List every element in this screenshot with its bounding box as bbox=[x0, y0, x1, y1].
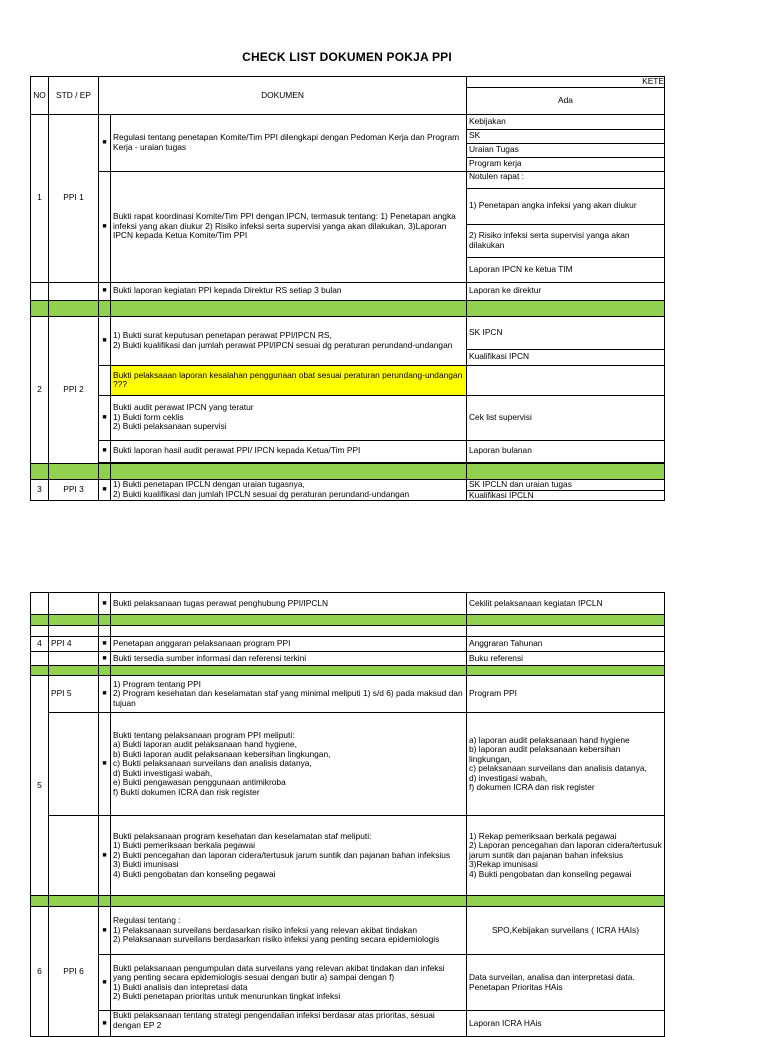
bullet-icon: ■ bbox=[99, 637, 111, 652]
bullet-icon: ■ bbox=[99, 593, 111, 615]
dokumen-cell: Regulasi tentang penetapan Komite/Tim PPI dilengkapi dengan Pedoman Kerja dan Program Kerja - uraian tugas bbox=[111, 114, 467, 171]
row-no: 6 bbox=[31, 907, 49, 1037]
keterangan-cell: SK IPCLN dan uraian tugas bbox=[467, 479, 665, 490]
dokumen-cell: Bukti laporan hasil audit perawat PPI/ IPCN kepada Ketua/Tim PPI bbox=[111, 440, 467, 462]
dokumen-cell: Bukti pelaksanaan tentang strategi pengendalian infeksi berdasar atas prioritas, sesuai dengan EP 2 bbox=[111, 1011, 467, 1037]
checklist-table-page-2 bbox=[30, 592, 665, 1037]
bullet-icon: ■ bbox=[99, 395, 111, 440]
dokumen-cell: Bukti audit perawat IPCN yang teratur 1) Bukti form ceklis 2) Bukti pelaksanaan supervisi bbox=[111, 395, 467, 440]
dokumen-cell: Bukti pelaksanaan pengumpulan data surveilans yang relevan akibat tindakan dan infeksi yang penting secara epidemiologis sesuai dengan butir a) sampai dengan f) 1) Bukti analisis dan intepretasi data 2) Bukti penetapan prioritas untuk menurunkan tingkat infeksi bbox=[111, 955, 467, 1011]
checklist-table-page-1 bbox=[30, 76, 665, 501]
col-header-std: STD / EP bbox=[49, 77, 99, 115]
dokumen-cell-highlighted: Bukti pelaksaaan laporan kesalahan penggunaan obat sesuai peraturan perundang-undangan ??? bbox=[111, 365, 467, 395]
row-no: 3 bbox=[31, 479, 49, 501]
keterangan-cell: SPO,Kebijakan surveilans ( ICRA HAIs) bbox=[467, 907, 665, 955]
page-title: CHECK LIST DOKUMEN POKJA PPI bbox=[242, 50, 452, 64]
keterangan-cell: SK IPCN bbox=[467, 316, 665, 349]
bullet-icon: ■ bbox=[99, 1011, 111, 1037]
bullet-icon: ■ bbox=[99, 955, 111, 1011]
bullet-icon: ■ bbox=[99, 907, 111, 955]
dokumen-cell: Bukti pelaksanaan tugas perawat penghubung PPI/IPCLN bbox=[111, 593, 467, 615]
dokumen-cell: Bukti laporan kegiatan PPI kepada Direktur RS setiap 3 bulan bbox=[111, 282, 467, 300]
bullet-icon: ■ bbox=[99, 282, 111, 300]
keterangan-cell: Cekilit pelaksanaan kegiatan IPCLN bbox=[467, 593, 665, 615]
dokumen-cell: 1) Bukti penetapan IPCLN dengan uraian tugasnya, 2) Bukti kualifikasi dan jumlah IPCLN sesuai dg peraturan perundand-undangan bbox=[111, 479, 467, 501]
keterangan-cell: 2) Risiko infeksi serta supervisi yanga akan dilakukan bbox=[467, 224, 665, 257]
keterangan-cell: Notulen rapat : bbox=[467, 171, 665, 188]
keterangan-cell: Data surveilan, analisa dan interpretasi data. Penetapan Prioritas HAis bbox=[467, 955, 665, 1011]
separator-row bbox=[31, 615, 665, 626]
row-no: 2 bbox=[31, 316, 49, 463]
keterangan-cell: Kualifikasi IPCLN bbox=[467, 490, 665, 501]
dokumen-cell: 1) Program tentang PPI 2) Program kesehatan dan keselamatan staf yang minimal meliputi 1) s/d 6) pada maksud dan tujuan bbox=[111, 676, 467, 713]
row-no: 1 bbox=[31, 114, 49, 282]
bullet-icon: ■ bbox=[99, 816, 111, 896]
keterangan-cell: Laporan ke direktur bbox=[467, 282, 665, 300]
separator-row bbox=[31, 896, 665, 907]
separator-row bbox=[31, 463, 665, 479]
row-std: PPI 1 bbox=[49, 114, 99, 282]
keterangan-cell: Buku referensi bbox=[467, 652, 665, 666]
dokumen-cell: Regulasi tentang : 1) Pelaksanaan surveilans berdasarkan risiko infeksi yang relevan akibat tindakan 2) Pelaksanaan surveilans berdasarkan risiko infeksi yang penting secara epidemiologis bbox=[111, 907, 467, 955]
dokumen-cell: Bukti tersedia sumber informasi dan referensi terkini bbox=[111, 652, 467, 666]
keterangan-cell: 1) Rekap pemeriksaan berkala pegawai 2) Laporan pencegahan dan laporan cidera/tertusuk jarum suntik dan pajanan bahan infeksius 3)Rekap imunisasi 4) Bukti pengobatan dan konseling pegawai bbox=[467, 816, 665, 896]
keterangan-cell: Anggraran Tahunan bbox=[467, 637, 665, 652]
row-std: PPI 5 bbox=[49, 676, 99, 713]
keterangan-cell: Program PPI bbox=[467, 676, 665, 713]
keterangan-cell: a) laporan audit pelaksanaan hand hygiene b) laporan audit pelaksanaan kebersihan lingkungan, c) pelaksanaan surveilans dan analisis datanya, d) investigasi wabah, f) dokumen ICRA dan risk register bbox=[467, 713, 665, 816]
keterangan-cell: Laporan bulanan bbox=[467, 440, 665, 462]
keterangan-cell: Uraian Tugas bbox=[467, 143, 665, 157]
dokumen-cell: Bukti pelaksanaan program kesehatan dan keselamatan staf meliputi: 1) Bukti pemeriksaan berkala pegawai 2) Bukti pencegahan dan laporan cidera/tertusuk jarum suntik dan pajanan bahan infeksius 3) Bukti imunisasi 4) Bukti pengobatan dan konseling pegawai bbox=[111, 816, 467, 896]
row-std: PPI 2 bbox=[49, 316, 99, 463]
col-header-dokumen: DOKUMEN bbox=[99, 77, 467, 115]
col-header-no: NO bbox=[31, 77, 49, 115]
row-no: 5 bbox=[31, 676, 49, 896]
dokumen-cell: Penetapan anggaran pelaksanaan program PPI bbox=[111, 637, 467, 652]
dokumen-cell: Bukti rapat koordinasi Komite/Tim PPI dengan IPCN, termasuk tentang: 1) Penetapan angka infeksi yang akan diukur 2) Risiko infeksi serta supervisi yanga akan dilakukan, 3)Laporan IPCN kepada Ketua Komite/Tim PPI bbox=[111, 171, 467, 282]
bullet-icon: ■ bbox=[99, 652, 111, 666]
bullet-icon: ■ bbox=[99, 440, 111, 462]
separator-row bbox=[31, 300, 665, 316]
keterangan-cell: Cek list supervisi bbox=[467, 395, 665, 440]
row-std: PPI 6 bbox=[49, 907, 99, 1037]
bullet-icon: ■ bbox=[99, 114, 111, 171]
keterangan-cell: Program kerja bbox=[467, 157, 665, 171]
bullet-icon: ■ bbox=[99, 316, 111, 365]
keterangan-cell: Kebijakan bbox=[467, 114, 665, 129]
keterangan-cell: SK bbox=[467, 129, 665, 143]
keterangan-cell: Laporan ICRA HAis bbox=[467, 1011, 665, 1037]
bullet-icon: ■ bbox=[99, 171, 111, 282]
row-no: 4 bbox=[31, 637, 49, 652]
keterangan-cell: Kualifikasi IPCN bbox=[467, 349, 665, 365]
keterangan-cell: Laporan IPCN ke ketua TIM bbox=[467, 257, 665, 282]
col-header-ada: Ada bbox=[467, 87, 665, 114]
separator-row bbox=[31, 666, 665, 676]
bullet-icon: ■ bbox=[99, 479, 111, 501]
col-header-keterangan: KETE bbox=[467, 77, 665, 88]
dokumen-cell: 1) Bukti surat keputusan penetapan perawat PPI/IPCN RS, 2) Bukti kualifikasi dan jumlah perawat PPI/IPCN sesuai dg peraturan perundand-undangan bbox=[111, 316, 467, 365]
keterangan-cell: 1) Penetapan angka infeksi yang akan diukur bbox=[467, 188, 665, 224]
bullet-icon: ■ bbox=[99, 676, 111, 713]
dokumen-cell: Bukti tentang pelaksanaan program PPI meliputi: a) Bukti laporan audit pelaksanaan hand hygiene, b) Bukti laporan audit pelaksanaan kebersihan lingkungan, c) Bukti pelaksanaan surveilans dan analisis datanya, d) Bukti investigasi wabah, e) Bukti pengawasan penggunaan antimikroba f) Bukti dokumen ICRA dan risk register bbox=[111, 713, 467, 816]
row-std: PPI 4 bbox=[49, 637, 99, 652]
bullet-icon: ■ bbox=[99, 713, 111, 816]
row-std: PPI 3 bbox=[49, 479, 99, 501]
